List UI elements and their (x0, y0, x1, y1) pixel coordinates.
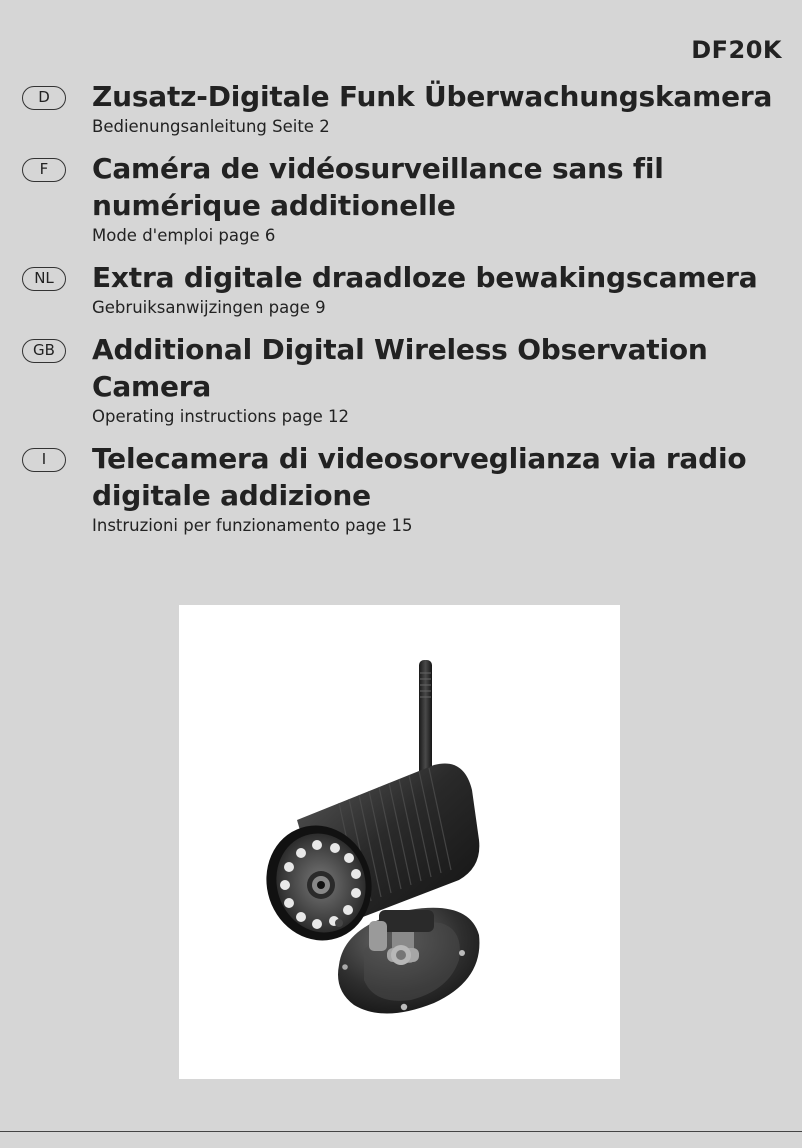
entry-text (92, 259, 782, 319)
entry-subtitle: Instruzioni per funzionamento page 15 (92, 516, 413, 535)
entry-subtitle: Bedienungsanleitung Seite 2 (92, 117, 330, 136)
title-line: Caméra de vidéosurveillance sans fil (92, 152, 664, 185)
language-entry-gb (0, 331, 802, 428)
language-code-badge: D (22, 86, 66, 110)
title-line: numérique additionelle (92, 189, 456, 222)
language-code-badge: F (22, 158, 66, 182)
entry-title (92, 78, 782, 115)
language-code-badge: NL (22, 267, 66, 291)
entry-text (92, 150, 782, 247)
language-list (0, 78, 802, 549)
language-entry-it (0, 440, 802, 537)
title-line: Additional Digital Wireless Observation (92, 333, 708, 366)
entry-title (92, 259, 782, 296)
title-line: Zusatz-Digitale Funk Überwachungskamera (92, 80, 773, 113)
language-code-badge: GB (22, 339, 66, 363)
entry-subtitle: Mode d'emploi page 6 (92, 226, 276, 245)
title-line: Extra digitale draadloze bewakingscamera (92, 261, 758, 294)
entry-subtitle: Gebruiksanwijzingen page 9 (92, 298, 326, 317)
entry-title (92, 331, 782, 405)
entry-title (92, 440, 782, 514)
entry-text (92, 440, 782, 537)
camera-photo (179, 605, 620, 1079)
entry-subtitle: Operating instructions page 12 (92, 407, 350, 426)
language-entry-fr (0, 150, 802, 247)
language-code-badge: I (22, 448, 66, 472)
camera-illustration (179, 605, 620, 1079)
title-line: digitale addizione (92, 479, 371, 512)
bottom-rule (0, 1131, 802, 1132)
model-number: DF20K (691, 36, 782, 64)
title-line: Telecamera di videosorveglianza via radio (92, 442, 747, 475)
entry-text (92, 78, 782, 138)
entry-title (92, 150, 782, 224)
language-entry-nl (0, 259, 802, 319)
language-entry-de (0, 78, 802, 138)
entry-text (92, 331, 782, 428)
title-line: Camera (92, 370, 212, 403)
